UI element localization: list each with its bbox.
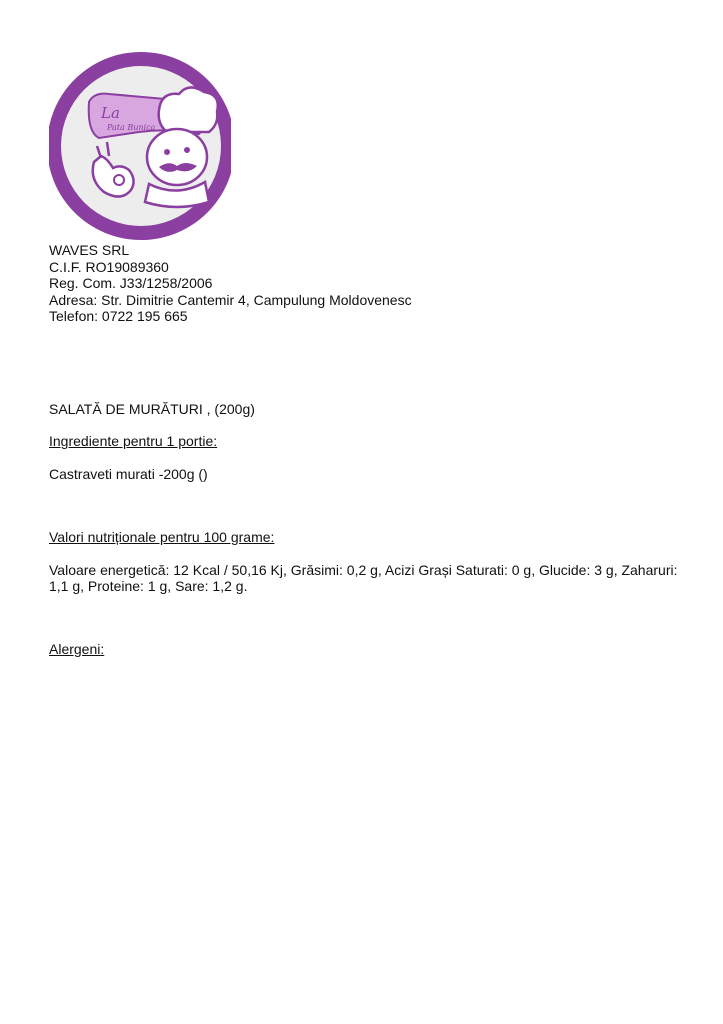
- company-phone: Telefon: 0722 195 665: [49, 308, 188, 324]
- company-reg-com: Reg. Com. J33/1258/2006: [49, 275, 213, 291]
- company-name: WAVES SRL: [49, 242, 130, 258]
- ingredients-list: Castraveti murati -200g (): [49, 466, 208, 482]
- logo-text-top: La: [101, 104, 120, 122]
- company-logo: [49, 52, 231, 242]
- chef-logo-image: [49, 52, 231, 242]
- company-address: Adresa: Str. Dimitrie Cantemir 4, Campulung Moldovenesc: [49, 291, 412, 308]
- company-info: [49, 242, 412, 325]
- company-cif: C.I.F. RO19089360: [49, 258, 169, 275]
- logo-text-brand: Pata Bunica: [107, 123, 156, 132]
- nutrition-heading: Valori nutriționale pentru 100 grame:: [49, 529, 275, 545]
- allergens-heading: Alergeni:: [49, 641, 105, 657]
- ingredients-heading: Ingrediente pentru 1 portie:: [49, 433, 218, 449]
- product-title: SALATĂ DE MURĂTURI , (200g): [49, 401, 255, 417]
- nutrition-values: Valoare energetică: 12 Kcal / 50,16 Kj, Grăsimi: 0,2 g, Acizi Grași Saturati: 0 g, Glucide: 3 g, Zaharuri: 1,1 g, Proteine: 1 g, Sare: 1,2 g.: [49, 562, 678, 594]
